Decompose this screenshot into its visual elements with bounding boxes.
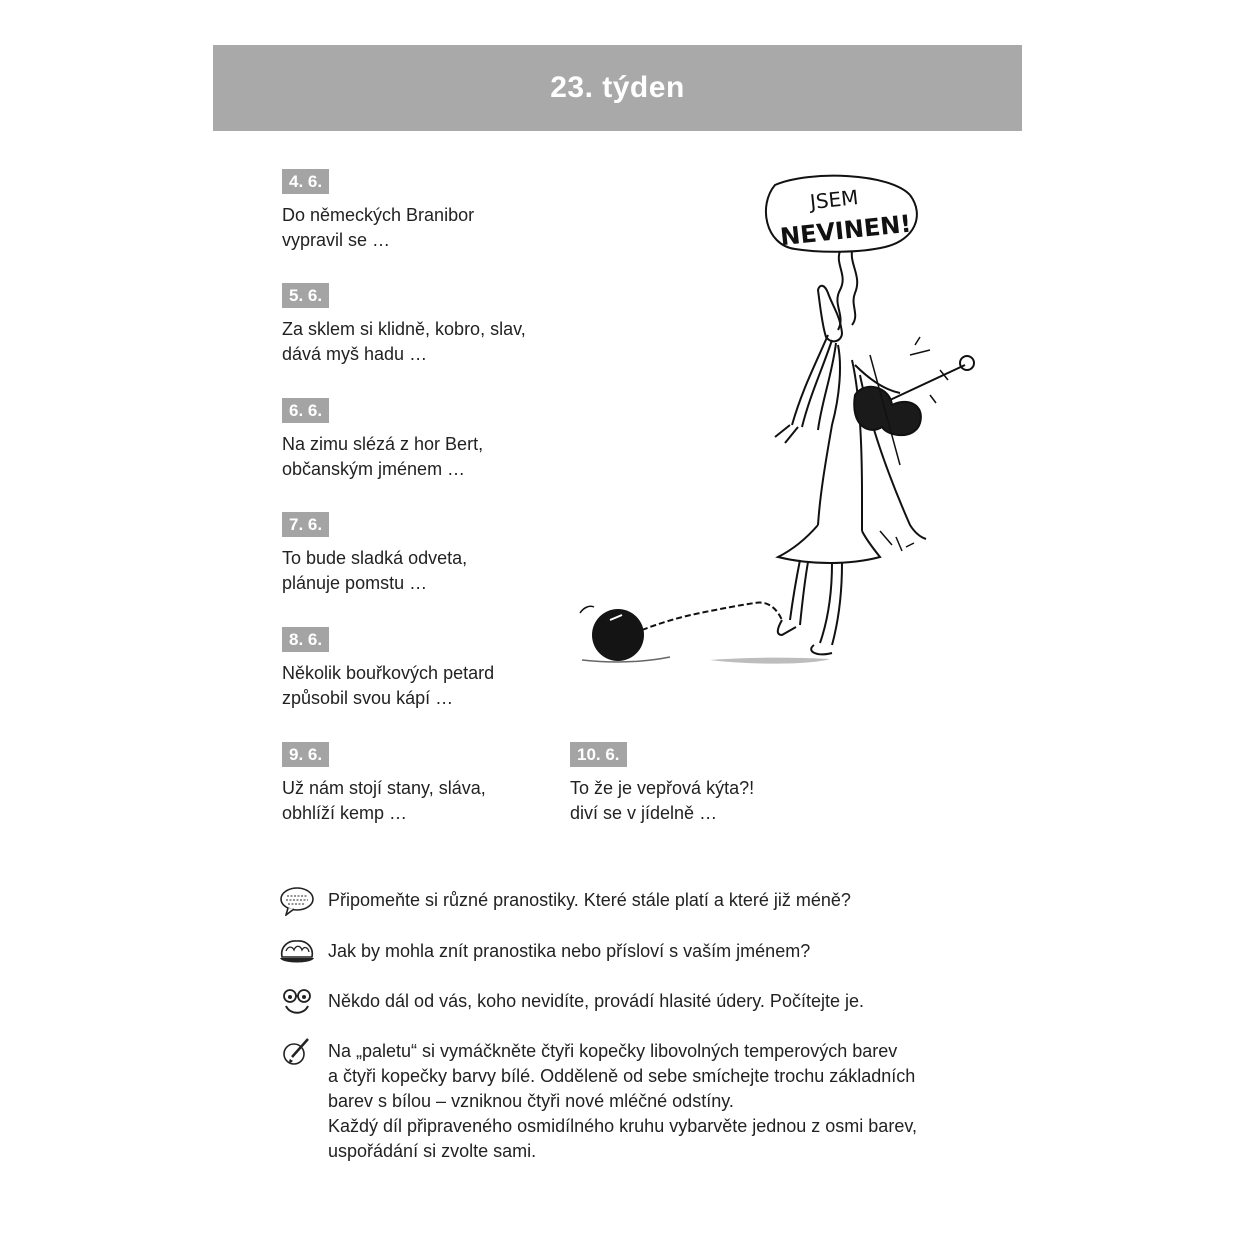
entry-text bbox=[282, 317, 572, 367]
paintbrush-icon bbox=[278, 1037, 316, 1067]
smiley-glasses-icon bbox=[278, 987, 316, 1017]
entry-6-6 bbox=[282, 398, 572, 482]
date-badge: 8. 6. bbox=[282, 627, 329, 652]
entry-text bbox=[570, 776, 860, 826]
entry-line: Už nám stojí stany, sláva, bbox=[282, 778, 486, 798]
entry-text bbox=[282, 776, 572, 826]
task-text bbox=[328, 939, 810, 964]
task-text bbox=[328, 888, 851, 913]
task-line: Jak by mohla znít pranostika nebo přísloví s vaším jménem? bbox=[328, 941, 811, 961]
entry-8-6 bbox=[282, 627, 572, 711]
woman-figure bbox=[775, 286, 926, 655]
speech-bubble-icon bbox=[278, 886, 316, 916]
task-paleta bbox=[278, 1039, 988, 1164]
entry-line: Za sklem si klidně, kobro, slav, bbox=[282, 319, 526, 339]
entry-line: To že je vepřová kýta?! bbox=[570, 778, 755, 798]
task-line: Na „paletu“ si vymáčkněte čtyři kopečky libovolných temperových barev bbox=[328, 1041, 898, 1061]
violinist-illustration bbox=[570, 165, 990, 685]
task-prislovi bbox=[278, 939, 988, 967]
entry-text bbox=[282, 432, 572, 482]
task-line: Někdo dál od vás, koho nevidíte, provádí hlasité údery. Počítejte je. bbox=[328, 991, 864, 1011]
entry-10-6 bbox=[570, 742, 860, 826]
task-line: uspořádání si zvolte sami. bbox=[328, 1141, 537, 1161]
entry-line: způsobil svou kápí … bbox=[282, 688, 454, 708]
date-badge: 6. 6. bbox=[282, 398, 329, 423]
date-badge: 5. 6. bbox=[282, 283, 329, 308]
entry-line: občanským jménem … bbox=[282, 459, 466, 479]
entry-text bbox=[282, 203, 572, 253]
entry-4-6 bbox=[282, 169, 572, 253]
entry-5-6 bbox=[282, 283, 572, 367]
entry-9-6 bbox=[282, 742, 572, 826]
entry-text bbox=[282, 546, 572, 596]
entry-line: dává myš hadu … bbox=[282, 344, 428, 364]
entry-text bbox=[282, 661, 572, 711]
entry-line: To bude sladká odveta, bbox=[282, 548, 468, 568]
entry-line: diví se v jídelně … bbox=[570, 803, 718, 823]
entry-7-6 bbox=[282, 512, 572, 596]
speech-text-line1: JSEM bbox=[808, 185, 860, 215]
entry-line: Do německých Branibor bbox=[282, 205, 475, 225]
speech-bubble bbox=[766, 176, 917, 330]
speech-text-line2: NEVINEN! bbox=[778, 209, 913, 252]
ground-shadow bbox=[710, 658, 830, 664]
page-title: 23. týden bbox=[550, 71, 685, 104]
week-header bbox=[213, 45, 1022, 131]
ball-and-chain bbox=[580, 603, 782, 662]
task-line: barev s bílou – vzniknou čtyři nové mléčné odstíny. bbox=[328, 1091, 734, 1111]
task-line: Každý díl připraveného osmidílného kruhu vybarvěte jednou z osmi barev, bbox=[328, 1116, 917, 1136]
date-badge: 4. 6. bbox=[282, 169, 329, 194]
task-text bbox=[328, 1039, 917, 1164]
entry-line: Na zimu slézá z hor Bert, bbox=[282, 434, 484, 454]
task-pranostiky bbox=[278, 888, 988, 916]
date-badge: 10. 6. bbox=[570, 742, 627, 767]
entry-line: obhlíží kemp … bbox=[282, 803, 408, 823]
entry-line: vypravil se … bbox=[282, 230, 391, 250]
task-line: Připomeňte si různé pranostiky. Které stále platí a které již méně? bbox=[328, 890, 851, 910]
entry-line: plánuje pomstu … bbox=[282, 573, 428, 593]
task-text bbox=[328, 989, 864, 1014]
date-badge: 9. 6. bbox=[282, 742, 329, 767]
task-udery bbox=[278, 989, 988, 1017]
date-badge: 7. 6. bbox=[282, 512, 329, 537]
entry-line: Několik bouřkových petard bbox=[282, 663, 495, 683]
task-line: a čtyři kopečky barvy bílé. Odděleně od sebe smíchejte trochu základních bbox=[328, 1066, 916, 1086]
violin bbox=[854, 337, 974, 465]
brain-icon bbox=[278, 937, 316, 967]
